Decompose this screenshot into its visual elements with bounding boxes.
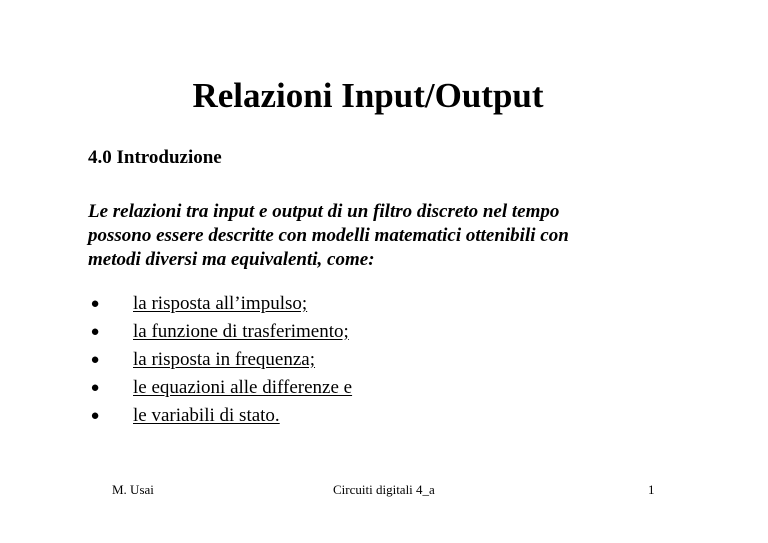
bullet-icon: ● — [90, 324, 100, 340]
footer-page-number: 1 — [648, 482, 655, 497]
bullet-icon: ● — [90, 296, 100, 312]
intro-line: Le relazioni tra input e output di un filtro discreto nel tempo — [88, 201, 560, 222]
list-item-text[interactable]: la risposta all’impulso; — [133, 293, 308, 314]
bullet-icon: ● — [90, 380, 100, 396]
list-item-text[interactable]: le variabili di stato. — [133, 405, 280, 426]
slide-title: Relazioni Input/Output — [192, 76, 544, 115]
section-heading: 4.0 Introduzione — [88, 147, 222, 168]
intro-paragraph — [88, 200, 688, 272]
list-item-text[interactable]: la risposta in frequenza; — [133, 349, 316, 370]
list-item-text[interactable]: la funzione di trasferimento; — [133, 321, 349, 342]
footer-author: M. Usai — [112, 482, 154, 497]
intro-line: possono essere descritte con modelli matematici ottenibili con — [88, 225, 569, 246]
footer-course: Circuiti digitali 4_a — [333, 482, 435, 497]
list-item-text[interactable]: le equazioni alle differenze e — [133, 377, 353, 398]
bullet-icon: ● — [90, 352, 100, 368]
bullet-icon: ● — [90, 408, 100, 424]
intro-line: metodi diversi ma equivalenti, come: — [88, 249, 375, 270]
